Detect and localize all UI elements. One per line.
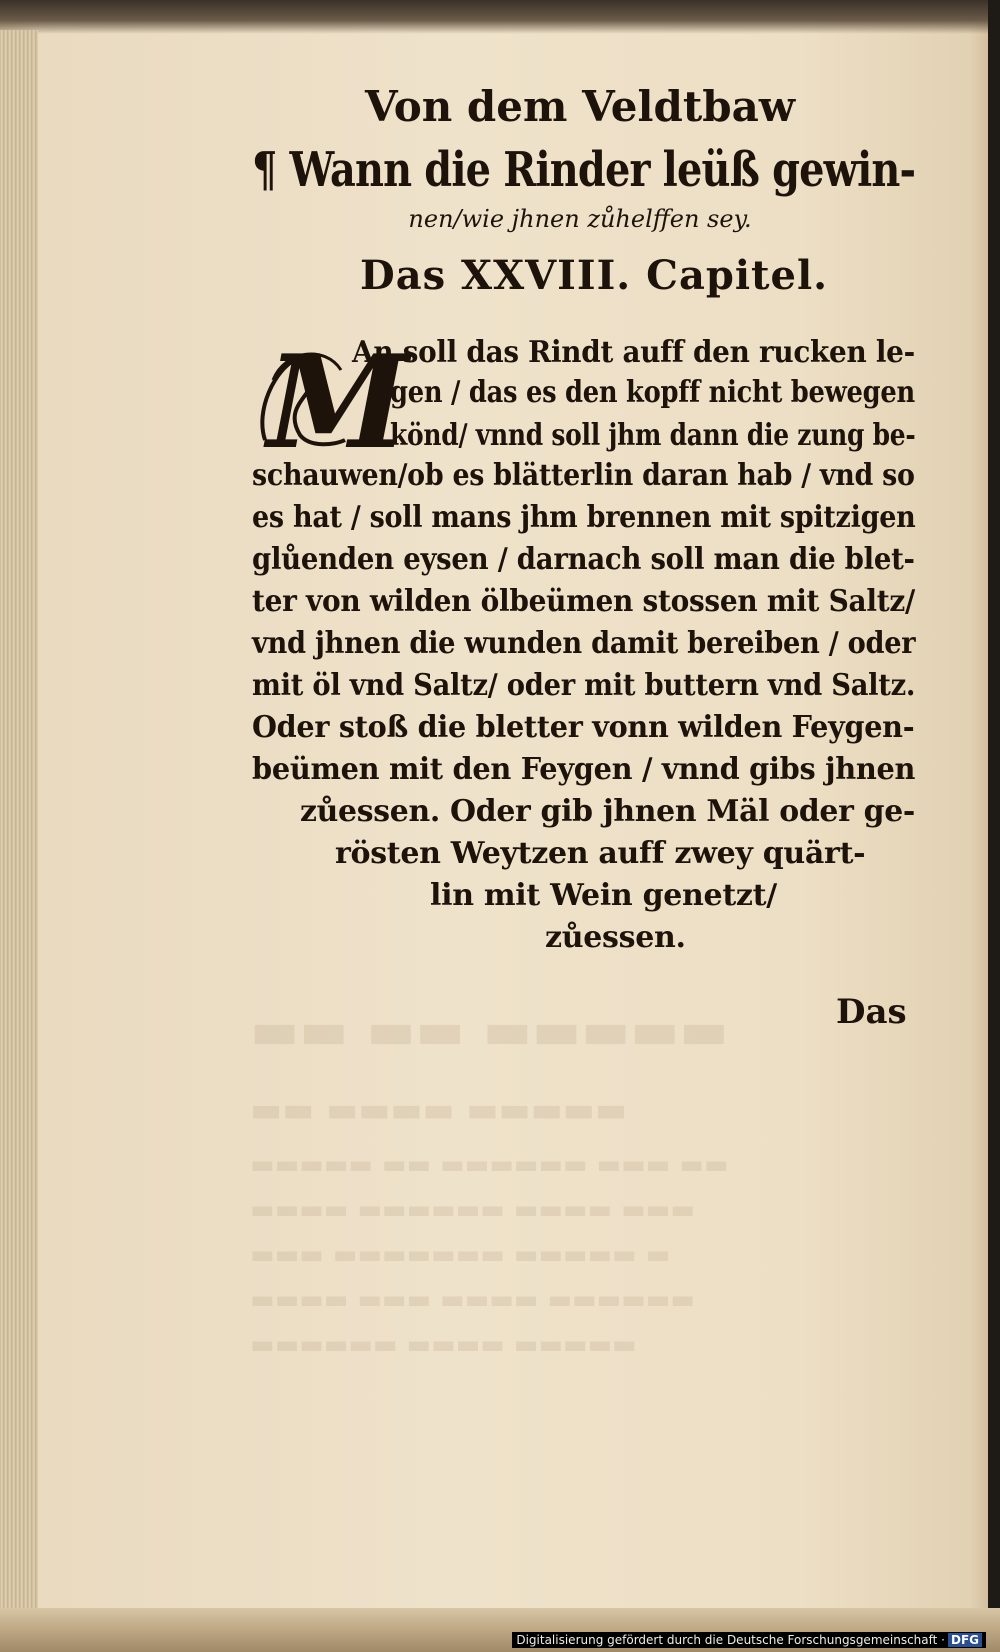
text-line: beümen mit den Feygen / vnnd gibs jhnen (252, 752, 916, 787)
text-line: mit öl vnd Saltz/ oder mit buttern vnd Saltz. (252, 668, 916, 703)
dfg-logo: DFG (948, 1633, 982, 1647)
digitization-credit (512, 1632, 986, 1648)
text-line: gen / das es den kopff nicht bewegen (390, 375, 916, 410)
chapter-title-line-1: ¶ Wann die Rinder leüß gewin- (252, 142, 916, 198)
bleed-through-text: ▬▬▬▬ ▬▬▬ ▬▬▬▬ ▬▬▬▬▬▬ (250, 1285, 695, 1315)
bleed-through-text: ▬▬▬▬▬ ▬▬ ▬▬▬▬▬▬ ▬▬▬ ▬▬ (250, 1150, 729, 1180)
text-line: Oder stoß die bletter vonn wilden Feygen- (252, 710, 915, 745)
book-page-edges (0, 30, 38, 1622)
text-line: An soll das Rindt auff den rucken le- (352, 335, 915, 370)
bleed-through-text: ▬▬▬▬▬▬ ▬▬▬▬ ▬▬▬▬▬ (250, 1330, 637, 1360)
running-head: Von dem Veldtbaw (365, 82, 795, 131)
catchword: Das (836, 992, 907, 1032)
text-line: schauwen/ob es blätterlin daran hab / vnd so (252, 458, 915, 493)
text-line: glůenden eysen / darnach soll man die blet- (252, 542, 915, 577)
text-line: es hat / soll mans jhm brennen mit spitzigen (252, 500, 916, 535)
text-line: zůessen. Oder gib jhnen Mäl oder ge- (300, 794, 916, 829)
text-line: lin mit Wein genetzt/ (430, 878, 777, 913)
drop-initial (255, 328, 409, 478)
bleed-through-text: ▬▬▬ ▬▬▬▬▬▬▬ ▬▬▬▬▬ ▬ (250, 1240, 671, 1270)
drop-initial-letter: M (267, 328, 409, 478)
bleed-through-chapter: ▬▬ ▬▬▬▬ ▬▬▬▬▬ (250, 1090, 628, 1130)
bleed-through-heading: ▬▬ ▬▬ ▬▬▬▬▬ (250, 1000, 729, 1061)
bleed-through-text: ▬▬▬▬ ▬▬▬▬▬▬ ▬▬▬▬ ▬▬▬ (250, 1195, 695, 1225)
credit-text: Digitalisierung gefördert durch die Deutsche Forschungsgemeinschaft · (516, 1633, 945, 1647)
text-line: vnd jhnen die wunden damit bereiben / oder (252, 626, 916, 661)
chapter-heading: Das XXVIII. Capitel. (360, 252, 829, 299)
text-line: ter von wilden ölbeümen stossen mit Saltz/ (252, 584, 915, 619)
chapter-title-line-2: nen/wie jhnen zůhelffen sey. (408, 205, 752, 233)
text-line: rösten Weytzen auff zwey quärt- (335, 836, 866, 871)
right-border (988, 0, 1000, 1652)
text-line: könd/ vnnd soll jhm dann die zung be- (390, 418, 916, 453)
top-shadow (0, 0, 1000, 34)
text-line: zůessen. (545, 920, 686, 955)
